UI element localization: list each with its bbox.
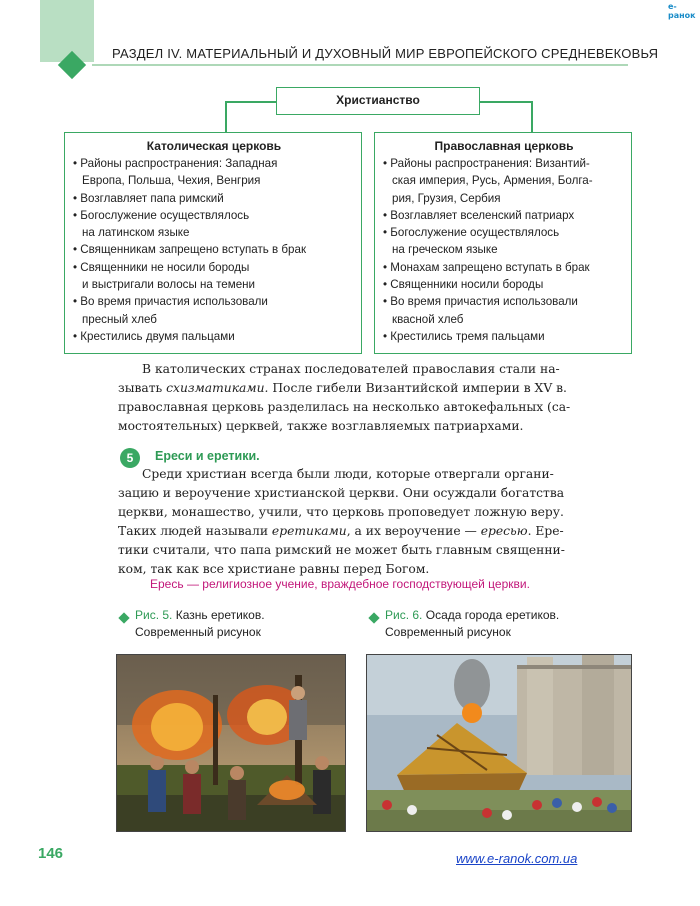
diagram-connector — [531, 101, 533, 132]
heresy-definition: Ересь — религиозное учение, враждебное господствующей церкви. — [150, 577, 530, 591]
paragraph-text: Среди христиан всегда были люди, которые отвергали органи- зацию и вероучение христианской церкви. Они осуждали богатства церкви, монашество, учили, что церковь проповедует ложную веру. Таких людей называли — [118, 467, 565, 538]
publisher-link[interactable]: www.e-ranok.com.ua — [456, 851, 578, 866]
list-item: • Богослужение осуществлялось на греческом языке — [383, 224, 625, 259]
term-heretics: еретиками — [271, 524, 347, 538]
diagram-connector — [225, 101, 276, 103]
page-number: 146 — [38, 845, 64, 862]
caption-text: Современный рисунок — [135, 625, 261, 639]
term-schismatics: схизматиками. — [166, 381, 269, 395]
catholic-church-box — [64, 132, 362, 354]
section-header-title: РАЗДЕЛ IV. МАТЕРИАЛЬНЫЙ И ДУХОВНЫЙ МИР ЕВРОПЕЙСКОГО СРЕДНЕВЕКОВЬЯ — [112, 46, 659, 61]
section-number-badge: 5 — [120, 448, 140, 468]
list-item: • Крестились двумя пальцами — [73, 328, 355, 345]
catholic-church-title: Католическая церковь — [146, 139, 282, 153]
figure-5-caption — [135, 607, 265, 641]
list-item: • Возглавляет вселенский патриарх — [383, 207, 625, 224]
caption-text: Современный рисунок — [385, 625, 511, 639]
term-heresy: ересью — [480, 524, 528, 538]
diamond-icon — [118, 612, 129, 623]
publisher-logo[interactable]: e-ранок — [668, 2, 696, 20]
figure-label: Рис. 6. — [385, 608, 423, 622]
paragraph-schismatics — [118, 360, 638, 436]
caption-text: Казнь еретиков. — [175, 608, 265, 622]
diamond-icon — [368, 612, 379, 623]
diagram-connector — [225, 101, 227, 132]
figure-label: Рис. 5. — [135, 608, 173, 622]
figure-6-image — [366, 654, 632, 832]
list-item: • Монахам запрещено вступать в брак — [383, 259, 625, 276]
orthodox-church-title: Православная церковь — [434, 139, 574, 153]
list-item: • Районы распространения: Западная Европа, Польша, Чехия, Венгрия — [73, 155, 355, 190]
siege-illustration — [367, 655, 631, 831]
paragraph-text: В католических странах последователей православия стали на- зывать — [118, 362, 560, 395]
figure-6-caption — [385, 607, 559, 641]
list-item: • Священники не носили бороды и выстригали волосы на темени — [73, 259, 355, 294]
catholic-church-list — [73, 155, 355, 345]
paragraph-text: После гибели Византийской империи в XV в. православная церковь разделилась на несколько автокефальных (са- мостоятельных) церквей, также возглавляемых патриархами. — [118, 381, 571, 433]
orthodox-church-box — [374, 132, 632, 354]
diagram-connector — [480, 101, 532, 103]
list-item: • Районы распространения: Византий- ская империя, Русь, Армения, Болга- рия, Грузия, Сербия — [383, 155, 625, 207]
list-item: • Возглавляет папа римский — [73, 190, 355, 207]
list-item: • Во время причастия использовали квасной хлеб — [383, 293, 625, 328]
paragraph-heresies — [118, 465, 638, 579]
list-item: • Во время причастия использовали пресный хлеб — [73, 293, 355, 328]
list-item: • Богослужение осуществлялось на латинском языке — [73, 207, 355, 242]
paragraph-text: . Ере- тики считали, что папа римский не может быть главным священни- ком, так как все христиане равны перед Богом. — [118, 524, 565, 576]
caption-text: Осада города еретиков. — [425, 608, 560, 622]
paragraph-text: , а их вероучение — — [346, 524, 481, 538]
list-item: • Крестились тремя пальцами — [383, 328, 625, 345]
list-item: • Священники носили бороды — [383, 276, 625, 293]
figure-5-image — [116, 654, 346, 832]
orthodox-church-list — [383, 155, 625, 345]
section-title: Ереси и еретики. — [155, 449, 260, 463]
header-color-strip — [40, 0, 94, 62]
header-divider — [92, 64, 628, 66]
list-item: • Священникам запрещено вступать в брак — [73, 241, 355, 258]
execution-illustration — [117, 655, 345, 831]
diagram-root-box: Христианство — [276, 87, 480, 115]
